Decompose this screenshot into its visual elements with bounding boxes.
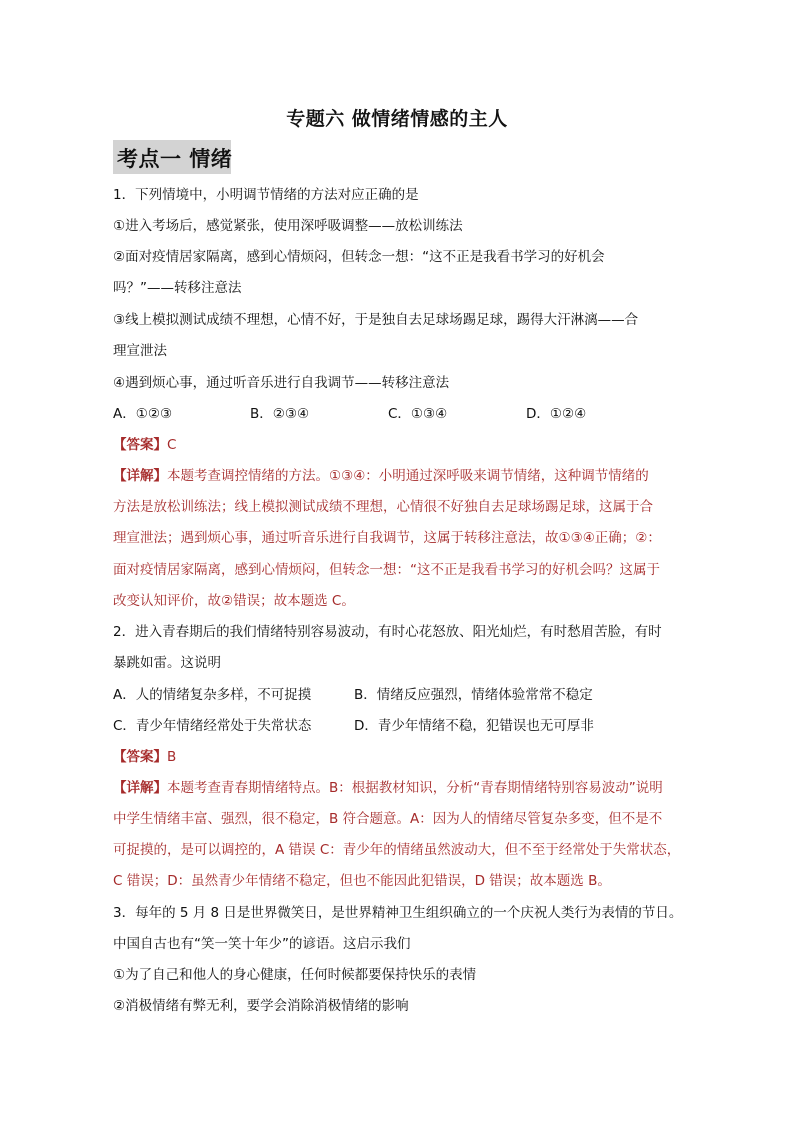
question-3-item: ②消极情绪有弊无利，要学会消除消极情绪的影响: [113, 998, 409, 1014]
question-1-detail-line: 理宣泄法；遇到烦心事，通过听音乐进行自我调节，这属于转移注意法，故①③④正确；②：: [113, 530, 661, 546]
answer-label: 【答案】: [113, 437, 167, 453]
question-1-option-d: D．①②④: [526, 406, 587, 422]
question-1-detail-line: 方法是放松训练法；线上模拟测试成绩不理想，心情很不好独自去足球场踢足球，这属于合: [113, 499, 653, 515]
detail-label: 【详解】: [113, 468, 167, 484]
question-1-option-a: A．①②③: [113, 406, 173, 422]
question-1-detail: [113, 467, 649, 485]
question-1-item: 理宣泄法: [113, 343, 167, 359]
question-2-detail: [113, 779, 663, 797]
question-1-stem: 1．下列情境中，小明调节情绪的方法对应正确的是: [113, 187, 419, 203]
question-2-option-d: D．青少年情绪不稳，犯错误也无可厚非: [354, 718, 594, 734]
detail-text: 本题考查青春期情绪特点。B：根据教材知识，分析“青春期情绪特别容易波动”说明: [167, 780, 663, 796]
question-1-detail-line: 面对疫情居家隔离，感到心情烦闷，但转念一想：“这不正是我看书学习的好机会吗？这属于: [113, 562, 660, 578]
question-1-option-b: B．②③④: [250, 406, 310, 422]
question-2-detail-line: 可捉摸的，是可以调控的，A 错误 C：青少年的情绪虽然波动大，但不至于经常处于失常状态，: [113, 842, 681, 858]
question-2-stem: 2．进入青春期后的我们情绪特别容易波动，有时心花怒放、阳光灿烂，有时愁眉苦脸，有时: [113, 624, 662, 640]
question-3-stem-line: 中国自古也有“笑一笑十年少”的谚语。这启示我们: [113, 936, 411, 952]
question-1-detail-line: 改变认知评价，故②错误；故本题选 C。: [113, 593, 355, 609]
detail-text: 本题考查调控情绪的方法。①③④：小明通过深呼吸来调节情绪，这种调节情绪的: [167, 468, 649, 484]
question-2-option-b: B．情绪反应强烈，情绪体验常常不稳定: [354, 687, 593, 703]
answer-label: 【答案】: [113, 749, 167, 765]
question-1-answer: [113, 436, 176, 454]
question-2-detail-line: 中学生情绪丰富、强烈，很不稳定，B 符合题意。A：因为人的情绪尽管复杂多变，但不是不: [113, 811, 663, 827]
question-3-item: ①为了自己和他人的身心健康，任何时候都要保持快乐的表情: [113, 967, 477, 983]
question-1-item: ②面对疫情居家隔离，感到心情烦闷，但转念一想：“这不正是我看书学习的好机会: [113, 249, 605, 265]
question-3-stem: 3．每年的 5 月 8 日是世界微笑日，是世界精神卫生组织确立的一个庆祝人类行为表情的节日。: [113, 905, 683, 921]
question-1-item: 吗？”——转移注意法: [113, 280, 242, 296]
question-2-answer: [113, 748, 176, 766]
question-1-item: ①进入考场后，感觉紧张，使用深呼吸调整——放松训练法: [113, 218, 463, 234]
question-2-option-a: A．人的情绪复杂多样，不可捉摸: [113, 687, 312, 703]
answer-value: C: [167, 437, 177, 453]
section-heading: 考点一 情绪: [117, 147, 233, 171]
question-2-detail-line: C 错误；D：虽然青少年情绪不稳定，但也不能因此犯错误，D 错误；故本题选 B。: [113, 873, 611, 889]
question-1-item: ③线上模拟测试成绩不理想，心情不好，于是独自去足球场踢足球，踢得大汗淋漓——合: [113, 312, 639, 328]
page-title: 专题六 做情绪情感的主人: [286, 108, 508, 130]
question-1-item: ④遇到烦心事，通过听音乐进行自我调节——转移注意法: [113, 375, 450, 391]
question-2-stem-line: 暴跳如雷。这说明: [113, 655, 221, 671]
question-2-option-c: C．青少年情绪经常处于失常状态: [113, 718, 312, 734]
detail-label: 【详解】: [113, 780, 167, 796]
answer-value: B: [167, 749, 177, 765]
question-1-option-c: C．①③④: [388, 406, 448, 422]
